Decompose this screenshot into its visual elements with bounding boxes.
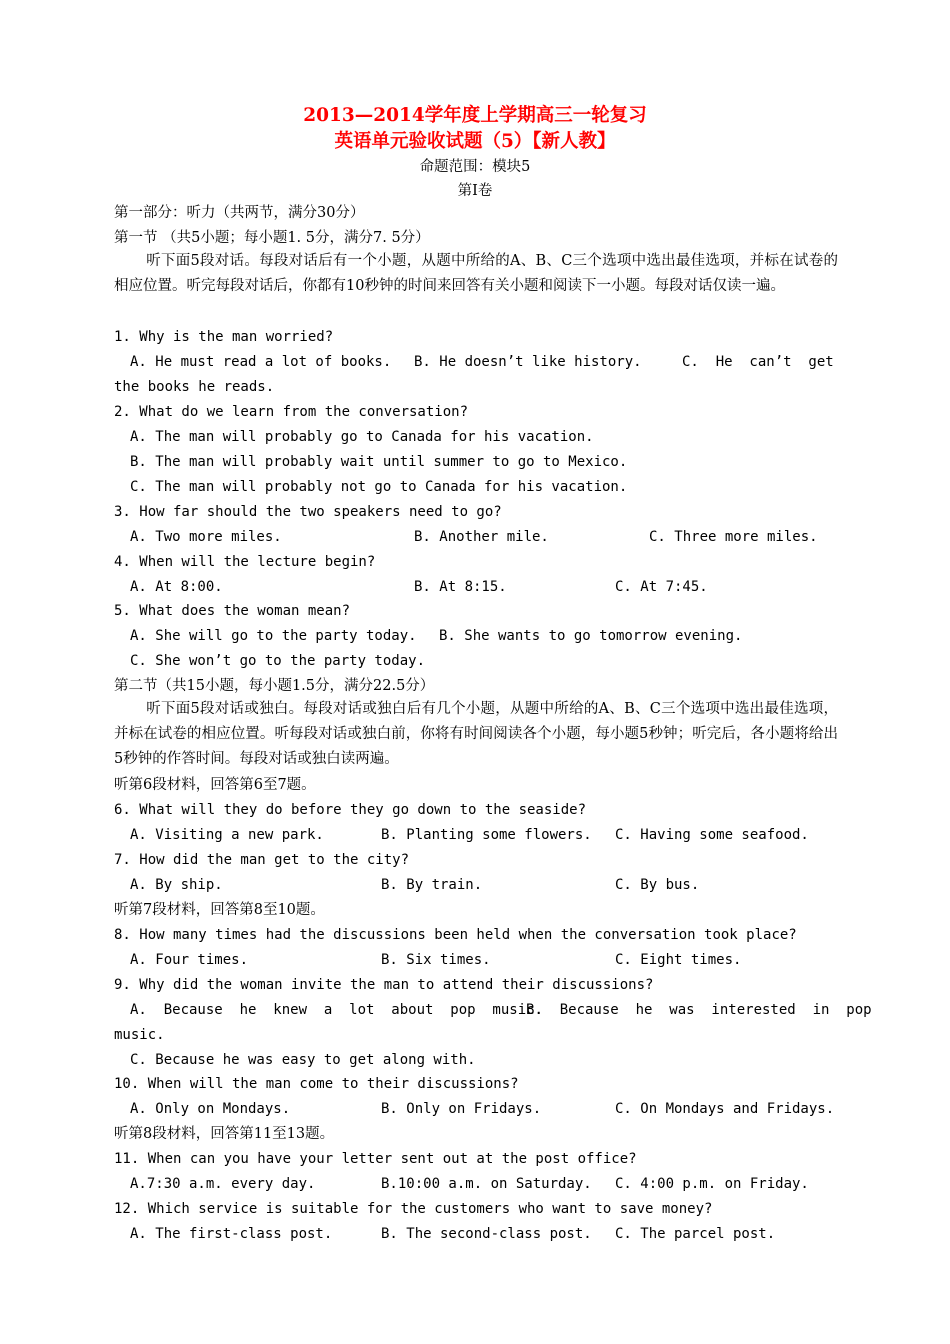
material-7-prompt: 听第7段材料，回答第8至10题。 [114, 902, 325, 918]
question-5: 5. What does the woman mean? [114, 603, 351, 619]
question-10-option-b: B. Only on Fridays. [381, 1101, 542, 1117]
section2-heading: 第二节（共15小题，每小题1.5分，满分22.5分） [114, 678, 435, 694]
question-1-option-c-cont: the books he reads. [114, 379, 275, 395]
question-8-option-c: C. Eight times. [615, 952, 742, 968]
question-3-option-c: C. Three more miles. [649, 529, 818, 545]
question-1-option-b: B. He doesn’t like history. [414, 354, 642, 370]
question-3-option-b: B. Another mile. [414, 529, 549, 545]
question-7: 7. How did the man get to the city? [114, 852, 410, 868]
question-3: 3. How far should the two speakers need to go? [114, 504, 502, 520]
material-8-prompt: 听第8段材料，回答第11至13题。 [114, 1126, 335, 1142]
question-11-option-a: A.7:30 a.m. every day. [130, 1176, 316, 1192]
question-9-option-c: C. Because he was easy to get along with. [130, 1052, 476, 1068]
section2-instructions-text: 听下面5段对话或独白。每段对话或独白后有几个小题，从题中所给的A、B、C三个选项中选出最佳选项，并标在试卷的相应位置。听每段对话或独白前，你将有时间阅读各个小题，每小题5秒钟；听完后，各小题将给出5秒钟的作答时间。每段对话或独白读两遍。 [114, 701, 838, 767]
question-12-option-c: C. The parcel post. [615, 1226, 776, 1242]
question-5-option-b: B. She wants to go tomorrow evening. [439, 628, 743, 644]
question-2: 2. What do we learn from the conversation? [114, 404, 469, 420]
volume-label: 第Ⅰ卷 [457, 183, 493, 199]
question-3-option-a: A. Two more miles. [130, 529, 282, 545]
question-6-option-c: C. Having some seafood. [615, 827, 809, 843]
question-4-option-b: B. At 8:15. [414, 579, 507, 595]
section1-heading: 第一节 （共5小题；每小题1. 5分，满分7. 5分） [114, 230, 430, 246]
question-2-option-b: B. The man will probably wait until summer to go to Mexico. [130, 454, 628, 470]
exam-title-line2: 英语单元验收试题（5）【新人教】 [334, 131, 616, 152]
question-12-option-a: A. The first-class post. [130, 1226, 333, 1242]
question-1: 1. Why is the man worried? [114, 329, 334, 345]
question-10-option-a: A. Only on Mondays. [130, 1101, 291, 1117]
question-1-option-a: A. He must read a lot of books. [130, 354, 392, 370]
section2-instructions [114, 697, 838, 772]
question-4: 4. When will the lecture begin? [114, 554, 376, 570]
question-9-option-a: A. Because he knew a lot about pop music. [130, 1002, 544, 1018]
question-9-option-b: B. Because he was interested in pop [526, 1002, 872, 1018]
exam-scope: 命题范围：模块5 [419, 159, 531, 175]
question-6-option-b: B. Planting some flowers. [381, 827, 592, 843]
question-12-option-b: B. The second-class post. [381, 1226, 592, 1242]
question-4-option-c: C. At 7:45. [615, 579, 708, 595]
section1-instructions-text: 听下面5段对话。每段对话后有一个小题，从题中所给的A、B、C三个选项中选出最佳选项，并标在试卷的相应位置。听完每段对话后，你都有10秒钟的时间来回答有关小题和阅读下一小题。每段对话仅读一遍。 [114, 253, 838, 294]
question-11: 11. When can you have your letter sent out at the post office? [114, 1151, 637, 1167]
question-5-option-a: A. She will go to the party today. [130, 628, 417, 644]
question-11-option-b: B.10:00 a.m. on Saturday. [381, 1176, 592, 1192]
question-10-option-c: C. On Mondays and Fridays. [615, 1101, 835, 1117]
question-8-option-b: B. Six times. [381, 952, 491, 968]
question-10: 10. When will the man come to their discussions? [114, 1076, 519, 1092]
question-7-option-b: B. By train. [381, 877, 483, 893]
exam-title-line1: 2013—2014学年度上学期高三一轮复习 [303, 105, 647, 126]
question-4-option-a: A. At 8:00. [130, 579, 223, 595]
question-7-option-c: C. By bus. [615, 877, 700, 893]
question-5-option-c: C. She won’t go to the party today. [130, 653, 426, 669]
question-6: 6. What will they do before they go down to the seaside? [114, 802, 587, 818]
question-12: 12. Which service is suitable for the customers who want to save money? [114, 1201, 713, 1217]
question-8-option-a: A. Four times. [130, 952, 249, 968]
question-6-option-a: A. Visiting a new park. [130, 827, 324, 843]
part1-heading: 第一部分：听力（共两节，满分30分） [114, 205, 365, 221]
question-9: 9. Why did the woman invite the man to attend their discussions? [114, 977, 654, 993]
question-1-option-c: C. He can’t get [682, 354, 834, 370]
material-6-prompt: 听第6段材料，回答第6至7题。 [114, 777, 316, 793]
question-2-option-a: A. The man will probably go to Canada for his vacation. [130, 429, 594, 445]
question-7-option-a: A. By ship. [130, 877, 223, 893]
question-9-option-b-cont: music. [114, 1027, 165, 1043]
question-2-option-c: C. The man will probably not go to Canada for his vacation. [130, 479, 628, 495]
question-11-option-c: C. 4:00 p.m. on Friday. [615, 1176, 809, 1192]
question-8: 8. How many times had the discussions been held when the conversation took place? [114, 927, 797, 943]
section1-instructions [114, 249, 838, 324]
